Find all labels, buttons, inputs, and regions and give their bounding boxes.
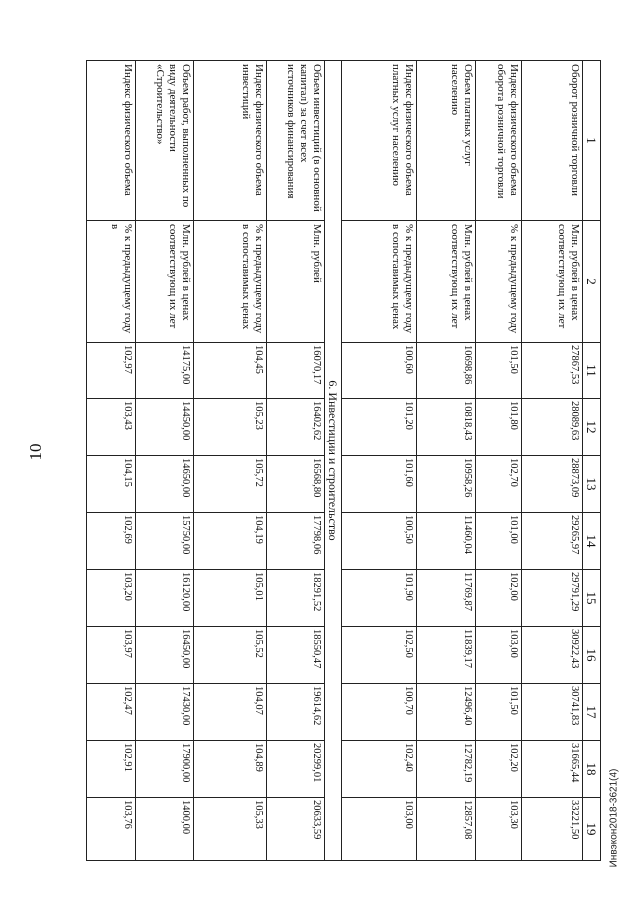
table-row (522, 61, 583, 861)
value-cell: 102,91 (87, 741, 136, 798)
header-cell: 14 (582, 513, 600, 570)
value-cell: 11839,17 (417, 627, 476, 684)
header-cell: 11 (582, 343, 600, 399)
value-cell: 11460,04 (417, 513, 476, 570)
value-cell: 14175,00 (135, 343, 194, 399)
value-cell: 20299,01 (266, 741, 325, 798)
value-cell: 10818,43 (417, 399, 476, 456)
value-cell: 14650,00 (135, 456, 194, 513)
value-cell: 18291,52 (266, 570, 325, 627)
value-cell: 29791,29 (522, 570, 583, 627)
value-cell: 102,40 (341, 741, 417, 798)
row-unit: % к предыдущему году в сопоставимых ценах (194, 221, 267, 343)
value-cell: 12782,19 (417, 741, 476, 798)
value-cell: 28873,09 (522, 456, 583, 513)
value-cell: 102,70 (475, 456, 521, 513)
row-unit: % к предыдущему году (475, 221, 521, 343)
header-cell: 16 (582, 627, 600, 684)
header-cell: 15 (582, 570, 600, 627)
value-cell: 101,00 (475, 513, 521, 570)
value-cell: 19614,62 (266, 684, 325, 741)
table-row (341, 61, 417, 861)
table-row (417, 61, 476, 861)
value-cell: 12857,08 (417, 798, 476, 861)
value-cell: 11769,87 (417, 570, 476, 627)
value-cell: 101,60 (341, 456, 417, 513)
value-cell: 103,30 (475, 798, 521, 861)
value-cell: 101,80 (475, 399, 521, 456)
value-cell: 102,97 (87, 343, 136, 399)
section-row (325, 61, 341, 861)
value-cell: 17900,00 (135, 741, 194, 798)
row-unit: Млн. рублей в ценах соответствующ их лет (135, 221, 194, 343)
value-cell: 102,20 (475, 741, 521, 798)
row-label: Объем работ, выполненных по виду деятельности «Строительство» (135, 61, 194, 221)
table-row (135, 61, 194, 861)
header-cell: 13 (582, 456, 600, 513)
value-cell: 104,89 (194, 741, 267, 798)
row-label: Индекс физического объема (87, 61, 136, 221)
value-cell: 16450,00 (135, 627, 194, 684)
value-cell: 30741,83 (522, 684, 583, 741)
value-cell: 103,00 (475, 627, 521, 684)
value-cell: 16120,00 (135, 570, 194, 627)
row-unit: Млн. рублей (266, 221, 325, 343)
row-label: Оборот розничной торговли (522, 61, 583, 221)
value-cell: 15750,00 (135, 513, 194, 570)
value-cell: 105,72 (194, 456, 267, 513)
row-label: Индекс физического объема оборота розничной торговли (475, 61, 521, 221)
value-cell: 28089,63 (522, 399, 583, 456)
value-cell: 103,00 (341, 798, 417, 861)
value-cell: 104,07 (194, 684, 267, 741)
data-table (86, 60, 601, 861)
value-cell: 103,97 (87, 627, 136, 684)
header-cell: 18 (582, 741, 600, 798)
value-cell: 102,69 (87, 513, 136, 570)
value-cell: 16402,62 (266, 399, 325, 456)
value-cell: 105,01 (194, 570, 267, 627)
row-unit: Млн. рублей в ценах соответствующ их лет (522, 221, 583, 343)
value-cell: 101,50 (475, 684, 521, 741)
value-cell: 16568,80 (266, 456, 325, 513)
value-cell: 103,76 (87, 798, 136, 861)
value-cell: 101,90 (341, 570, 417, 627)
table-row (87, 61, 136, 861)
value-cell: 29265,97 (522, 513, 583, 570)
table-row (475, 61, 521, 861)
value-cell: 1400,00 (135, 798, 194, 861)
header-cell: 17 (582, 684, 600, 741)
page-number: 10 (26, 443, 45, 461)
value-cell: 14450,00 (135, 399, 194, 456)
document-code: Инвэкон2018-3621(4) (608, 768, 620, 868)
table-row (266, 61, 325, 861)
row-label: Объем инвестиций (в основной капитал) за счет всех источников финансирования (266, 61, 325, 221)
value-cell: 18550,47 (266, 627, 325, 684)
row-label: Индекс физического объема инвестиций (194, 61, 267, 221)
value-cell: 33221,50 (522, 798, 583, 861)
value-cell: 12496,40 (417, 684, 476, 741)
header-cell: 19 (582, 798, 600, 861)
rotated-table-container (86, 60, 601, 860)
value-cell: 17430,00 (135, 684, 194, 741)
value-cell: 10958,26 (417, 456, 476, 513)
value-cell: 104,19 (194, 513, 267, 570)
value-cell: 104,15 (87, 456, 136, 513)
row-unit: % к предыдущему году в (87, 221, 136, 343)
value-cell: 103,20 (87, 570, 136, 627)
header-cell: 12 (582, 399, 600, 456)
value-cell: 20633,59 (266, 798, 325, 861)
row-unit: % к предыдущему году в сопоставимых ценах (341, 221, 417, 343)
row-unit: Млн. рублей в ценах соответствующ их лет (417, 221, 476, 343)
value-cell: 101,20 (341, 399, 417, 456)
value-cell: 31665,44 (522, 741, 583, 798)
value-cell: 100,70 (341, 684, 417, 741)
value-cell: 16070,17 (266, 343, 325, 399)
value-cell: 102,50 (341, 627, 417, 684)
value-cell: 102,47 (87, 684, 136, 741)
value-cell: 105,33 (194, 798, 267, 861)
header-row (582, 61, 600, 861)
value-cell: 100,50 (341, 513, 417, 570)
row-label: Объем платных услуг населению (417, 61, 476, 221)
value-cell: 102,00 (475, 570, 521, 627)
header-cell: 2 (582, 221, 600, 343)
value-cell: 30922,43 (522, 627, 583, 684)
value-cell: 105,23 (194, 399, 267, 456)
value-cell: 100,60 (341, 343, 417, 399)
value-cell: 104,45 (194, 343, 267, 399)
table-row (194, 61, 267, 861)
value-cell: 27867,53 (522, 343, 583, 399)
row-label: Индекс физического объема платных услуг населению (341, 61, 417, 221)
value-cell: 10698,86 (417, 343, 476, 399)
value-cell: 103,43 (87, 399, 136, 456)
header-cell: 1 (582, 61, 600, 221)
value-cell: 17798,06 (266, 513, 325, 570)
value-cell: 105,52 (194, 627, 267, 684)
value-cell: 101,50 (475, 343, 521, 399)
section-title: 6. Инвестиции и строительство (325, 61, 341, 861)
